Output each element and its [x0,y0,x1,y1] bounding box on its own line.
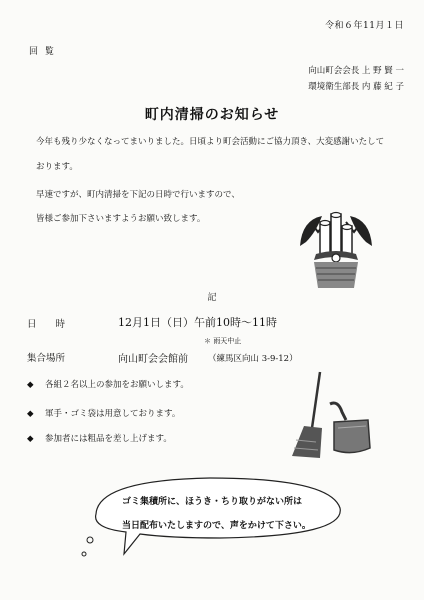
meeting-place-address: （練馬区向山 3-9-12） [208,354,298,364]
notice-date: 令和６年11月１日 [325,21,404,31]
rain-cancel-note: ＊ 雨天中止 [204,337,242,345]
diamond-bullet-icon: ◆ [27,434,34,444]
meeting-place-label: 集合場所 [27,353,66,364]
diamond-bullet-icon: ◆ [27,409,34,419]
circulation-label: 回 覧 [29,47,56,57]
note-text: 軍手・ゴミ袋は用意しております。 [45,409,181,419]
note-item [27,378,189,390]
meeting-place-value: 向山町会会館前 [118,354,188,365]
body-line: 早速ですが、町内清掃を下記の日時で行いますので、 [36,190,240,200]
body-line: 今年も残り少なくなってまいりました。日頃より町会活動にご協力頂き、大変感謝いたして [36,137,385,147]
sender-environment-head: 環境衛生部長 内 藤 紀 子 [308,82,404,92]
body-line: おります。 [36,162,78,172]
body-line: 皆様ご参加下さいますようお願い致します。 [36,214,206,224]
broom-dustpan-icon [290,370,374,462]
ki-heading: 記 [207,293,217,303]
note-text: 参加者には粗品を差し上げます。 [45,434,172,444]
datetime-label: 日 時 [27,319,66,330]
bubble-line: 当日配布いたしますので、声をかけて下さい。 [122,521,311,531]
note-item [27,432,172,444]
diamond-bullet-icon: ◆ [27,380,34,390]
note-text: 各組２名以上の参加をお願いします。 [45,380,189,390]
datetime-value: 12月1日（日）午前10時～11時 [118,316,277,329]
note-item [27,407,180,419]
notice-title: 町内清掃のお知らせ [144,107,280,123]
kadomatsu-icon [292,202,380,290]
bubble-line: ゴミ集積所に、ほうき・ちり取りがない所は [122,497,303,507]
sender-chairman: 向山町会会長 上 野 賢 一 [308,66,404,76]
